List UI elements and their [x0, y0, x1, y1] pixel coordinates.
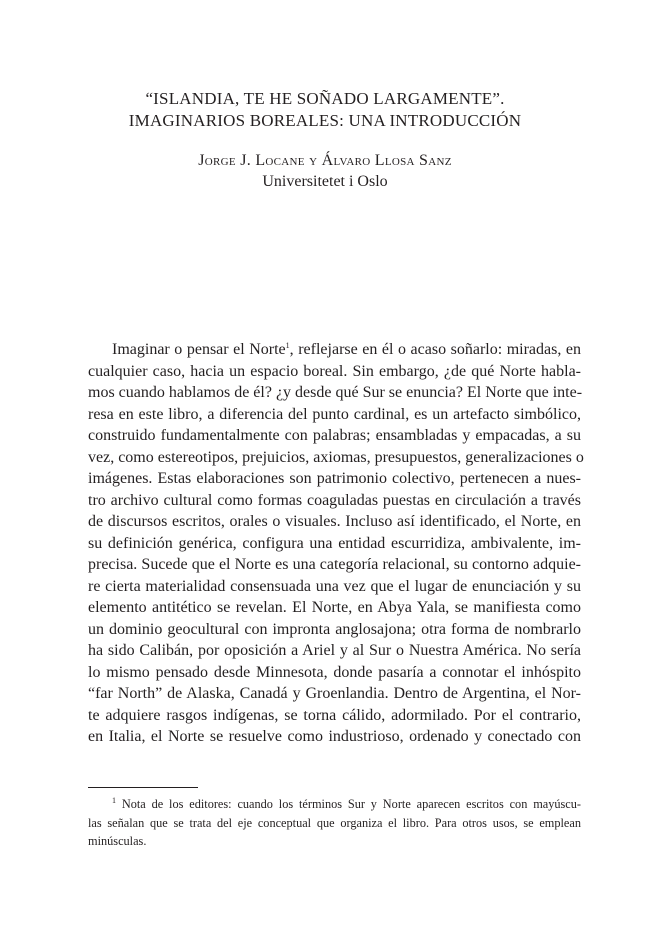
footnote-line: minúsculas. — [88, 834, 147, 848]
body-line: mos cuando hablamos de él? ¿y desde qué Sur se enuncia? El Norte que inte- — [88, 384, 583, 401]
footnote-divider — [88, 787, 198, 788]
body-line: tro archivo cultural como formas coaguladas puestas en circulación a través — [88, 491, 581, 509]
body-line-text: Imaginar o pensar el Norte — [112, 341, 286, 358]
author-affiliation: Universitetet i Oslo — [262, 173, 388, 190]
body-line: un dominio geocultural con impronta anglosajona; otra forma de nombrarlo — [88, 620, 581, 638]
body-line: imágenes. Estas elaboraciones son patrimonio colectivo, pertenecen a nues- — [88, 470, 581, 487]
chapter-title — [0, 88, 650, 132]
body-line: vez, como estereotipos, prejuicios, axiomas, presupuestos, generalizaciones o — [88, 448, 584, 466]
body-line: su definición genérica, configura una entidad escurridiza, ambivalente, im- — [88, 534, 581, 552]
body-line: elemento antitético se revelan. El Norte, en Abya Yala, se manifiesta como — [88, 599, 581, 616]
footnote — [88, 795, 581, 851]
footnote-line — [88, 795, 581, 814]
body-line: precisa. Sucede que el Norte es una categoría relacional, su contorno adquie- — [88, 556, 581, 573]
body-line: ha sido Calibán, por oposición a Ariel y al Sur o Nuestra América. No sería — [88, 642, 581, 659]
chapter-title-line-2: IMAGINARIOS BOREALES: UNA INTRODUCCIÓN — [128, 111, 522, 130]
body-line: cualquier caso, hacia un espacio boreal. Sin embargo, ¿de qué Norte habla- — [88, 362, 581, 380]
footnote-line: las señalan que se trata del eje conceptual que organiza el libro. Para otros usos, se emplean — [88, 815, 581, 830]
body-line: resa en este libro, a diferencia del punto cardinal, es un artefacto simbólico, — [88, 405, 581, 423]
author-names: Jorge J. Locane y Álvaro Llosa Sanz — [198, 152, 452, 169]
body-line: re cierta materialidad consensuada una vez que el lugar de enunciación y su — [88, 577, 581, 595]
footnote-marker: 1 — [112, 796, 116, 805]
author-block — [0, 150, 650, 192]
body-line: “far North” de Alaska, Canadá y Groenlandia. Dentro de Argentina, el Nor- — [88, 685, 581, 702]
body-line — [88, 339, 581, 361]
body-paragraph — [88, 339, 584, 748]
body-line: lo mismo pensado desde Minnesota, donde pasaría a connotar el inhóspito — [88, 663, 581, 681]
body-line-text: , reflejarse en él o acaso soñarlo: miradas, en — [289, 341, 582, 358]
footnote-reference[interactable]: 1 — [285, 341, 290, 350]
body-line: en Italia, el Norte se resuelve como industrioso, ordenado y conectado con — [88, 728, 581, 745]
footnote-line-text: Nota de los editores: cuando los términos Sur y Norte aparecen escritos con mayúscu- — [116, 797, 581, 811]
body-line: de discursos escritos, orales o visuales. Incluso así identificado, el Norte, en — [88, 513, 581, 530]
chapter-title-line-1: “ISLANDIA, TE HE SOÑADO LARGAMENTE”. — [145, 89, 505, 108]
body-line: te adquiere rasgos indígenas, se torna cálido, adormilado. Por el contrario, — [88, 706, 581, 724]
body-line: construido fundamentalmente con palabras; ensambladas y empacadas, a su — [88, 427, 581, 444]
